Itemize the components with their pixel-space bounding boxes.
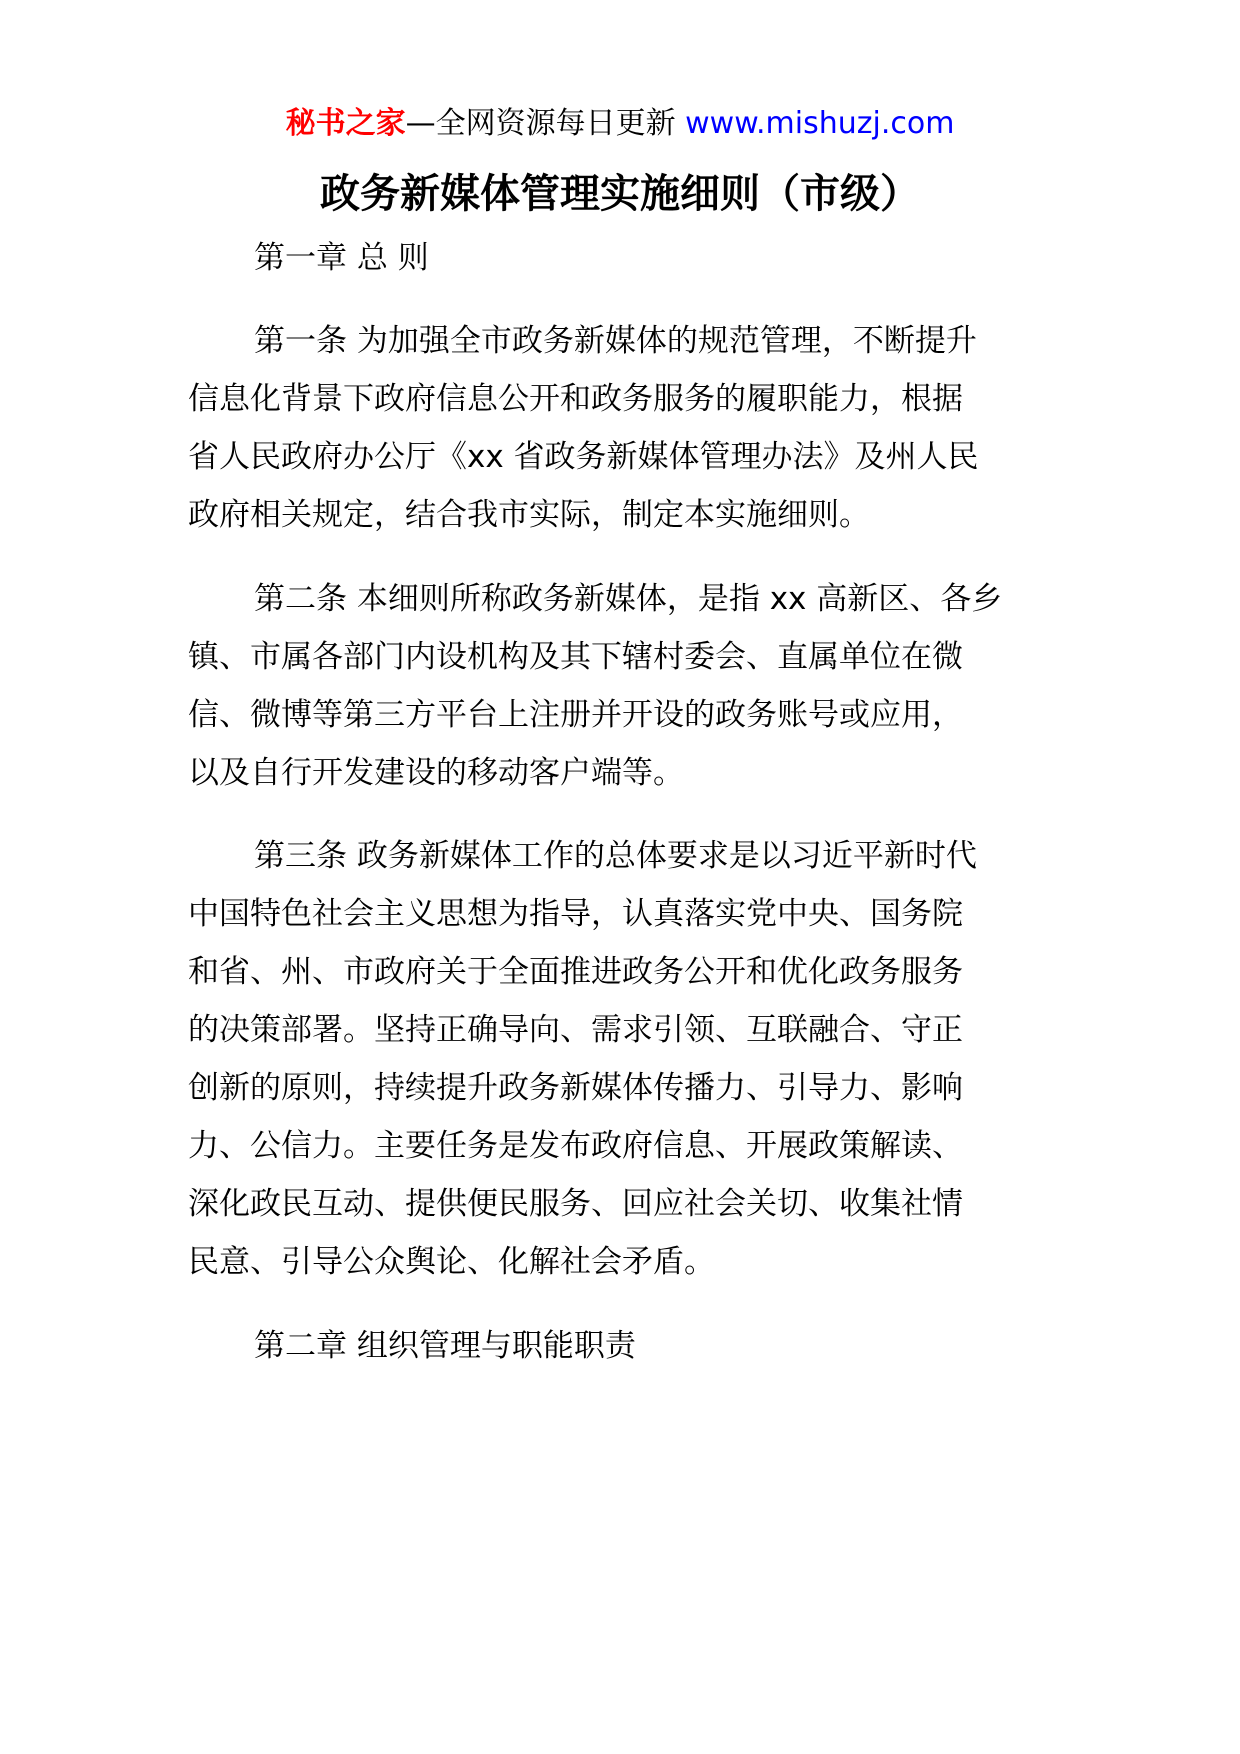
- paragraph-line: 信、微博等第三方平台上注册并开设的政务账号或应用，: [188, 697, 963, 733]
- paragraph-line: 中国特色社会主义思想为指导，认真落实党中央、国务院: [188, 896, 963, 932]
- chapter-heading: 第二章 组织管理与职能职责: [254, 1328, 636, 1364]
- paragraph-line: 深化政民互动、提供便民服务、回应社会关切、收集社情: [188, 1186, 963, 1222]
- paragraph-line: 镇、市属各部门内设机构及其下辖村委会、直属单位在微: [188, 639, 963, 675]
- paragraph-line: 的决策部署。坚持正确导向、需求引领、互联融合、守正: [188, 1012, 963, 1048]
- paragraph-line: 政府相关规定，结合我市实际，制定本实施细则。: [188, 497, 870, 533]
- paragraph-line: 以及自行开发建设的移动客户端等。: [188, 755, 684, 791]
- document-title: 政务新媒体管理实施细则（市级）: [320, 171, 920, 217]
- paragraph-line: 省人民政府办公厅《xx 省政务新媒体管理办法》及州人民: [188, 439, 979, 475]
- site-tagline: —全网资源每日更新: [405, 106, 686, 141]
- paragraph-line: 信息化背景下政府信息公开和政务服务的履职能力，根据: [188, 381, 963, 417]
- chapter-heading: 第一章 总 则: [254, 240, 429, 276]
- paragraph-line: 和省、州、市政府关于全面推进政务公开和优化政务服务: [188, 954, 963, 990]
- paragraph-line: 民意、引导公众舆论、化解社会矛盾。: [188, 1244, 715, 1280]
- paragraph-line: 力、公信力。主要任务是发布政府信息、开展政策解读、: [188, 1128, 963, 1164]
- paragraph-line: 第二条 本细则所称政务新媒体，是指 xx 高新区、各乡: [254, 581, 1003, 617]
- paragraph-line: 第三条 政务新媒体工作的总体要求是以习近平新时代: [254, 838, 977, 874]
- site-url-link[interactable]: www.mishuzj.com: [685, 106, 955, 141]
- paragraph-line: 第一条 为加强全市政务新媒体的规范管理，不断提升: [254, 323, 977, 359]
- paragraph-line: 创新的原则，持续提升政务新媒体传播力、引导力、影响: [188, 1070, 963, 1106]
- site-brand: 秘书之家: [285, 106, 406, 141]
- site-header: [0, 102, 1240, 146]
